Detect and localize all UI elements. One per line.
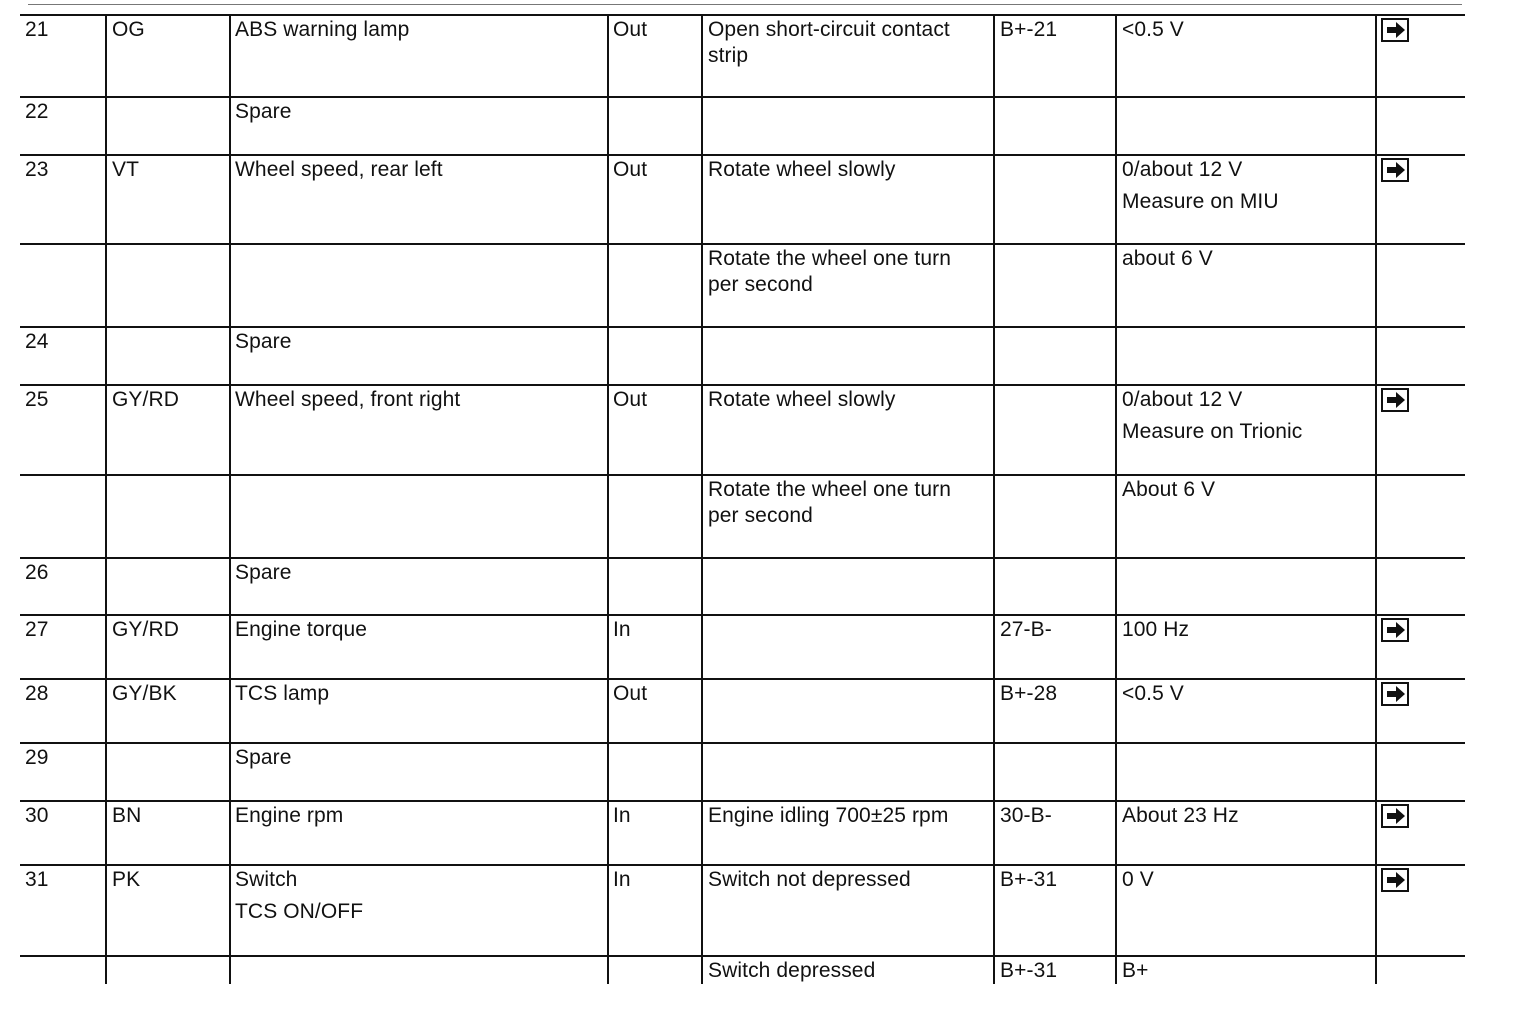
- cell-pin-text: 30: [25, 804, 49, 827]
- cell-color-text: VT: [112, 158, 140, 181]
- column-separator: [993, 14, 995, 984]
- cell-value-text: about 6 V: [1122, 247, 1213, 270]
- cell-condition-text: Rotate wheel slowly: [708, 158, 896, 181]
- cell-color: [112, 681, 177, 707]
- cell-color-text: GY/RD: [112, 618, 180, 641]
- cell-function: [235, 867, 363, 925]
- cell-direction: [613, 867, 631, 893]
- cell-pin: [25, 803, 49, 829]
- cell-pin: [25, 745, 49, 771]
- cell-direction-text: Out: [613, 388, 648, 411]
- cell-value: [1122, 803, 1239, 829]
- cell-function-text: Spare: [235, 746, 292, 769]
- cell-function: [235, 387, 460, 413]
- row-separator: [20, 326, 1465, 328]
- cell-condition: [708, 157, 896, 183]
- cell-measure: [1000, 867, 1057, 893]
- arrow-right-icon[interactable]: [1381, 618, 1409, 642]
- cell-color-text: PK: [112, 868, 141, 891]
- cell-direction-text: In: [613, 868, 631, 891]
- cell-function: [235, 803, 343, 829]
- column-separator: [607, 14, 609, 984]
- cell-value: [1122, 958, 1148, 984]
- cell-condition: [708, 867, 911, 893]
- row-separator: [20, 678, 1465, 680]
- cell-function: [235, 681, 329, 707]
- cell-value-text: 0 V: [1122, 868, 1154, 891]
- cell-function-text: Spare: [235, 100, 292, 123]
- cell-direction: [613, 617, 631, 643]
- cell-function-subtext: TCS ON/OFF: [235, 900, 364, 923]
- cell-measure-text: 30-B-: [1000, 804, 1052, 827]
- cell-pin-text: 23: [25, 158, 49, 181]
- cell-value-text: 100 Hz: [1122, 618, 1190, 641]
- cell-direction-text: In: [613, 804, 631, 827]
- cell-condition-text: Rotate wheel slowly: [708, 388, 896, 411]
- cell-function: [235, 17, 409, 43]
- cell-pin: [25, 99, 49, 125]
- cell-condition: [708, 958, 875, 984]
- cell-pin: [25, 560, 49, 586]
- cell-measure-text: B+-31: [1000, 868, 1058, 891]
- cell-function-text: Wheel speed, rear left: [235, 158, 443, 181]
- cell-value-note: Measure on Trionic: [1122, 420, 1303, 443]
- cell-color-text: BN: [112, 804, 142, 827]
- top-rule: [28, 4, 1462, 5]
- arrow-right-icon[interactable]: [1381, 388, 1409, 412]
- cell-measure: [1000, 958, 1057, 984]
- cell-condition-text: Switch not depressed: [708, 868, 911, 891]
- row-separator: [20, 864, 1465, 866]
- cell-color-text: GY/BK: [112, 682, 177, 705]
- cell-color: [112, 157, 139, 183]
- cell-value: [1122, 477, 1215, 503]
- cell-direction-text: Out: [613, 158, 648, 181]
- row-separator: [20, 800, 1465, 802]
- cell-value-text: 0/about 12 V: [1122, 388, 1243, 411]
- cell-color: [112, 387, 179, 413]
- cell-color: [112, 617, 179, 643]
- arrow-right-icon[interactable]: [1381, 804, 1409, 828]
- row-separator: [20, 14, 1465, 16]
- cell-pin-text: 31: [25, 868, 49, 891]
- column-separator: [1115, 14, 1117, 984]
- cell-value: [1122, 157, 1279, 215]
- cell-measure-text: B+-31: [1000, 959, 1058, 982]
- row-separator: [20, 243, 1465, 245]
- cell-direction: [613, 157, 647, 183]
- cell-condition: [708, 477, 951, 529]
- cell-function-text: ABS warning lamp: [235, 18, 410, 41]
- cell-value-text: B+: [1122, 959, 1149, 982]
- column-separator: [1375, 14, 1377, 984]
- cell-condition: [708, 387, 896, 413]
- cell-condition: [708, 803, 948, 829]
- cell-measure-text: B+-28: [1000, 682, 1058, 705]
- cell-value-note: Measure on MIU: [1122, 190, 1279, 213]
- cell-value: [1122, 681, 1184, 707]
- cell-function-text: Wheel speed, front right: [235, 388, 461, 411]
- cell-measure: [1000, 617, 1052, 643]
- row-separator: [20, 154, 1465, 156]
- cell-value: [1122, 617, 1189, 643]
- cell-pin: [25, 387, 49, 413]
- row-separator: [20, 742, 1465, 744]
- cell-function: [235, 617, 367, 643]
- cell-pin: [25, 617, 49, 643]
- cell-pin-text: 25: [25, 388, 49, 411]
- cell-color: [112, 803, 141, 829]
- cell-function: [235, 99, 292, 125]
- row-separator: [20, 96, 1465, 98]
- cell-measure-text: 27-B-: [1000, 618, 1052, 641]
- cell-color: [112, 867, 140, 893]
- cell-measure: [1000, 17, 1057, 43]
- cell-function-text: Spare: [235, 561, 292, 584]
- cell-function: [235, 560, 292, 586]
- cell-color: [112, 17, 145, 43]
- cell-function-text: Engine rpm: [235, 804, 344, 827]
- cell-measure: [1000, 681, 1057, 707]
- cell-direction: [613, 17, 647, 43]
- row-separator: [20, 384, 1465, 386]
- cell-direction: [613, 387, 647, 413]
- cell-pin-text: 29: [25, 746, 49, 769]
- cell-pin: [25, 157, 49, 183]
- cell-pin: [25, 17, 49, 43]
- cell-measure: [1000, 803, 1052, 829]
- cell-value: [1122, 867, 1154, 893]
- cell-pin-text: 21: [25, 18, 49, 41]
- arrow-right-icon[interactable]: [1381, 158, 1409, 182]
- cell-direction-text: Out: [613, 682, 648, 705]
- cell-condition-text: Switch depressed: [708, 959, 876, 982]
- cell-value-text: <0.5 V: [1122, 682, 1184, 705]
- arrow-right-icon[interactable]: [1381, 682, 1409, 706]
- cell-pin: [25, 681, 49, 707]
- cell-condition-text: Open short-circuit contact strip: [708, 18, 950, 67]
- cell-direction: [613, 803, 631, 829]
- cell-value-text: 0/about 12 V: [1122, 158, 1243, 181]
- cell-pin-text: 27: [25, 618, 49, 641]
- arrow-right-icon[interactable]: [1381, 18, 1409, 42]
- cell-value: [1122, 17, 1184, 43]
- cell-condition: [708, 246, 951, 298]
- row-separator: [20, 614, 1465, 616]
- cell-function-text: TCS lamp: [235, 682, 330, 705]
- cell-function-text: Switch: [235, 868, 298, 891]
- cell-color-text: GY/RD: [112, 388, 180, 411]
- cell-value-text: <0.5 V: [1122, 18, 1184, 41]
- row-separator: [20, 955, 1465, 957]
- cell-function: [235, 329, 292, 355]
- cell-condition: [708, 17, 950, 69]
- cell-color-text: OG: [112, 18, 145, 41]
- column-separator: [229, 14, 231, 984]
- cell-function: [235, 745, 292, 771]
- cell-function-text: Engine torque: [235, 618, 368, 641]
- cell-value-text: About 23 Hz: [1122, 804, 1239, 827]
- cell-pin: [25, 329, 49, 355]
- column-separator: [105, 14, 107, 984]
- cell-condition-text: Rotate the wheel one turn per second: [708, 247, 951, 296]
- row-separator: [20, 474, 1465, 476]
- cell-function: [235, 157, 443, 183]
- cell-value: [1122, 246, 1213, 272]
- column-separator: [701, 14, 703, 984]
- row-separator: [20, 557, 1465, 559]
- cell-measure-text: B+-21: [1000, 18, 1058, 41]
- arrow-right-icon[interactable]: [1381, 868, 1409, 892]
- cell-pin-text: 24: [25, 330, 49, 353]
- cell-condition-text: Engine idling 700±25 rpm: [708, 804, 949, 827]
- cell-direction: [613, 681, 647, 707]
- cell-direction-text: In: [613, 618, 631, 641]
- cell-value-text: About 6 V: [1122, 478, 1216, 501]
- cell-direction-text: Out: [613, 18, 648, 41]
- cell-pin-text: 22: [25, 100, 49, 123]
- cell-pin-text: 28: [25, 682, 49, 705]
- cell-condition-text: Rotate the wheel one turn per second: [708, 478, 951, 527]
- cell-pin-text: 26: [25, 561, 49, 584]
- cell-value: [1122, 387, 1302, 445]
- cell-pin: [25, 867, 49, 893]
- cell-function-text: Spare: [235, 330, 292, 353]
